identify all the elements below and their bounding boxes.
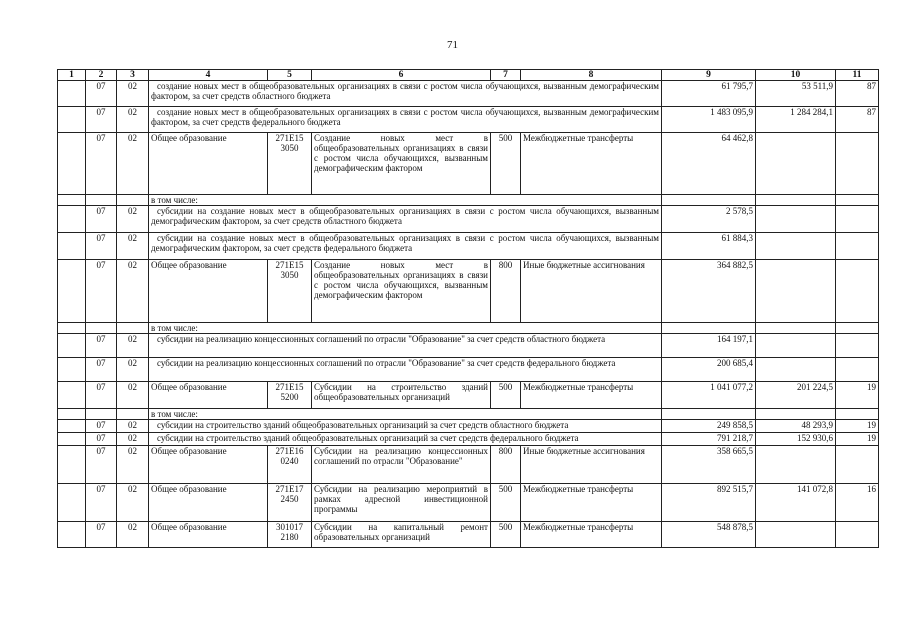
budget-table	[57, 69, 879, 548]
section-name: Общее образование	[149, 484, 268, 522]
column-header-1: 1	[58, 70, 86, 81]
column-header-7: 7	[491, 70, 521, 81]
amount-col10: 53 511,9	[756, 81, 836, 107]
expense-type-code: 800	[491, 260, 521, 323]
expense-type-name: Межбюджетные трансферты	[521, 382, 662, 409]
detail-description: создание новых мест в общеобразовательных организациях в связи с ростом числа обучающихся, вызванным демографическим фактором, за счет средств федерального бюджета	[149, 107, 662, 133]
expense-type-name: Межбюджетные трансферты	[521, 133, 662, 195]
section-code: 07	[86, 522, 117, 548]
column-header-4: 4	[149, 70, 268, 81]
cell-col1	[58, 409, 86, 420]
section-name: Общее образование	[149, 382, 268, 409]
table-row	[58, 81, 879, 107]
amount-col10: 1 284 284,1	[756, 107, 836, 133]
target-article-name: Субсидии на реализацию концессионных соглашений по отрасли "Образование"	[312, 446, 491, 484]
target-article-name: Создание новых мест в общеобразовательных организациях в связи с ростом числа обучающихся, вызванным демографическим фактором	[312, 260, 491, 323]
table-row	[58, 433, 879, 446]
cell-col10	[756, 409, 836, 420]
target-article-code-part1: 271E17	[275, 484, 304, 494]
target-article-code-part2: 3050	[280, 143, 299, 153]
subsection-code: 02	[117, 81, 149, 107]
target-article-name: Субсидии на реализацию мероприятий в рамках адресной инвестиционной программы	[312, 484, 491, 522]
percent-col11	[836, 233, 879, 260]
header-row	[58, 70, 879, 81]
target-article-code-part1: 271E16	[275, 446, 304, 456]
table-row	[58, 382, 879, 409]
cell-col1	[58, 334, 86, 358]
amount-col9: 892 515,7	[662, 484, 756, 522]
subsection-code: 02	[117, 382, 149, 409]
section-code: 07	[86, 420, 117, 433]
subsection-code: 02	[117, 522, 149, 548]
amount-col9: 1 041 077,2	[662, 382, 756, 409]
amount-col10	[756, 334, 836, 358]
subsection-code: 02	[117, 107, 149, 133]
detail-description: субсидии на реализацию концессионных соглашений по отрасли "Образование" за счет средств областного бюджета	[149, 334, 662, 358]
expense-type-name: Иные бюджетные ассигнования	[521, 260, 662, 323]
table-row	[58, 522, 879, 548]
detail-description: субсидии на строительство зданий общеобразовательных организаций за счет средств федерального бюджета	[149, 433, 662, 446]
section-code: 07	[86, 484, 117, 522]
percent-col11: 16	[836, 484, 879, 522]
percent-col11	[836, 260, 879, 323]
target-article-code-part2: 2450	[280, 494, 299, 504]
table-row	[58, 420, 879, 433]
subsection-code: 02	[117, 233, 149, 260]
expense-type-code: 500	[491, 484, 521, 522]
table-row	[58, 206, 879, 233]
cell-col11	[836, 409, 879, 420]
target-article-code	[268, 260, 312, 323]
amount-col9: 164 197,1	[662, 334, 756, 358]
percent-col11	[836, 334, 879, 358]
amount-col10	[756, 206, 836, 233]
target-article-code	[268, 133, 312, 195]
amount-col9: 791 218,7	[662, 433, 756, 446]
cell-col3	[117, 195, 149, 206]
section-code: 07	[86, 433, 117, 446]
table-row	[58, 195, 879, 206]
amount-col10: 48 293,9	[756, 420, 836, 433]
cell-col1	[58, 382, 86, 409]
table-row	[58, 323, 879, 334]
cell-col11	[836, 195, 879, 206]
cell-col1	[58, 420, 86, 433]
target-article-code-part1: 271E15	[275, 133, 304, 143]
percent-col11: 19	[836, 420, 879, 433]
section-code: 07	[86, 233, 117, 260]
table-row	[58, 358, 879, 382]
column-header-3: 3	[117, 70, 149, 81]
cell-col1	[58, 206, 86, 233]
section-code: 07	[86, 446, 117, 484]
expense-type-name: Межбюджетные трансферты	[521, 484, 662, 522]
target-article-code	[268, 522, 312, 548]
section-name: Общее образование	[149, 522, 268, 548]
column-header-6: 6	[312, 70, 491, 81]
subsection-code: 02	[117, 420, 149, 433]
table-body	[58, 81, 879, 548]
percent-col11	[836, 206, 879, 233]
cell-col1	[58, 358, 86, 382]
section-code: 07	[86, 133, 117, 195]
table-row	[58, 334, 879, 358]
column-header-5: 5	[268, 70, 312, 81]
amount-col9: 1 483 095,9	[662, 107, 756, 133]
cell-col2	[86, 409, 117, 420]
cell-col1	[58, 433, 86, 446]
section-name: Общее образование	[149, 260, 268, 323]
target-article-name: Субсидии на строительство зданий общеобразовательных организаций	[312, 382, 491, 409]
subsection-code: 02	[117, 133, 149, 195]
amount-col9: 2 578,5	[662, 206, 756, 233]
section-code: 07	[86, 334, 117, 358]
target-article-name: Субсидии на капитальный ремонт образовательных организаций	[312, 522, 491, 548]
table-row	[58, 260, 879, 323]
expense-type-name: Межбюджетные трансферты	[521, 522, 662, 548]
percent-col11	[836, 358, 879, 382]
amount-col10: 141 072,8	[756, 484, 836, 522]
column-header-2: 2	[86, 70, 117, 81]
section-name: Общее образование	[149, 446, 268, 484]
amount-col9: 358 665,5	[662, 446, 756, 484]
subsection-code: 02	[117, 446, 149, 484]
amount-col10	[756, 260, 836, 323]
subsection-code: 02	[117, 206, 149, 233]
cell-col10	[756, 323, 836, 334]
column-header-10: 10	[756, 70, 836, 81]
section-name: Общее образование	[149, 133, 268, 195]
detail-description: субсидии на создание новых мест в общеобразовательных организациях в связи с ростом числа обучающихся, вызванным демографическим фактором, за счет средств федерального бюджета	[149, 233, 662, 260]
cell-col1	[58, 446, 86, 484]
amount-col9: 200 685,4	[662, 358, 756, 382]
detail-description: субсидии на реализацию концессионных соглашений по отрасли "Образование" за счет средств федерального бюджета	[149, 358, 662, 382]
percent-col11: 87	[836, 81, 879, 107]
target-article-code-part1: 301017	[276, 522, 303, 532]
subsection-code: 02	[117, 433, 149, 446]
percent-col11	[836, 522, 879, 548]
cell-col3	[117, 409, 149, 420]
target-article-code-part2: 2180	[280, 532, 299, 542]
column-header-9: 9	[662, 70, 756, 81]
amount-col10	[756, 446, 836, 484]
cell-col2	[86, 195, 117, 206]
subtotal-label: в том числе:	[149, 323, 662, 334]
target-article-name: Создание новых мест в общеобразовательных организациях в связи с ростом числа обучающихся, вызванным демографическим фактором	[312, 133, 491, 195]
detail-description: субсидии на строительство зданий общеобразовательных организаций за счет средств областного бюджета	[149, 420, 662, 433]
cell-col9	[662, 323, 756, 334]
amount-col10	[756, 358, 836, 382]
target-article-code-part1: 271E15	[275, 260, 304, 270]
cell-col1	[58, 484, 86, 522]
target-article-code-part1: 271E15	[275, 382, 304, 392]
amount-col10	[756, 233, 836, 260]
target-article-code	[268, 446, 312, 484]
section-code: 07	[86, 358, 117, 382]
cell-col11	[836, 323, 879, 334]
table-row	[58, 446, 879, 484]
column-header-8: 8	[521, 70, 662, 81]
cell-col1	[58, 133, 86, 195]
target-article-code-part2: 0240	[280, 456, 299, 466]
table-row	[58, 233, 879, 260]
expense-type-code: 500	[491, 382, 521, 409]
page-number: 71	[447, 39, 458, 51]
cell-col1	[58, 323, 86, 334]
amount-col10	[756, 522, 836, 548]
section-code: 07	[86, 382, 117, 409]
percent-col11: 87	[836, 107, 879, 133]
amount-col9: 548 878,5	[662, 522, 756, 548]
detail-description: создание новых мест в общеобразовательных организациях в связи с ростом числа обучающихся, вызванным демографическим фактором, за счет средств областного бюджета	[149, 81, 662, 107]
table-row	[58, 133, 879, 195]
detail-description: субсидии на создание новых мест в общеобразовательных организациях в связи с ростом числа обучающихся, вызванным демографическим фактором, за счет средств областного бюджета	[149, 206, 662, 233]
percent-col11: 19	[836, 382, 879, 409]
subsection-code: 02	[117, 484, 149, 522]
table-row	[58, 107, 879, 133]
target-article-code-part2: 5200	[280, 392, 299, 402]
cell-col10	[756, 195, 836, 206]
cell-col9	[662, 409, 756, 420]
table-row	[58, 409, 879, 420]
cell-col1	[58, 195, 86, 206]
amount-col10	[756, 133, 836, 195]
section-code: 07	[86, 81, 117, 107]
amount-col9: 64 462,8	[662, 133, 756, 195]
expense-type-code: 500	[491, 133, 521, 195]
cell-col2	[86, 323, 117, 334]
column-header-11: 11	[836, 70, 879, 81]
expense-type-code: 800	[491, 446, 521, 484]
cell-col3	[117, 323, 149, 334]
amount-col9: 61 884,3	[662, 233, 756, 260]
amount-col9: 249 858,5	[662, 420, 756, 433]
subsection-code: 02	[117, 358, 149, 382]
percent-col11	[836, 446, 879, 484]
target-article-code-part2: 3050	[280, 270, 299, 280]
section-code: 07	[86, 107, 117, 133]
cell-col9	[662, 195, 756, 206]
subtotal-label: в том числе:	[149, 409, 662, 420]
cell-col1	[58, 260, 86, 323]
section-code: 07	[86, 206, 117, 233]
section-code: 07	[86, 260, 117, 323]
cell-col1	[58, 522, 86, 548]
expense-type-code: 500	[491, 522, 521, 548]
subsection-code: 02	[117, 334, 149, 358]
amount-col10: 201 224,5	[756, 382, 836, 409]
target-article-code	[268, 382, 312, 409]
percent-col11	[836, 133, 879, 195]
cell-col1	[58, 107, 86, 133]
subsection-code: 02	[117, 260, 149, 323]
expense-type-name: Иные бюджетные ассигнования	[521, 446, 662, 484]
subtotal-label: в том числе:	[149, 195, 662, 206]
percent-col11: 19	[836, 433, 879, 446]
amount-col9: 364 882,5	[662, 260, 756, 323]
amount-col10: 152 930,6	[756, 433, 836, 446]
target-article-code	[268, 484, 312, 522]
cell-col1	[58, 233, 86, 260]
cell-col1	[58, 81, 86, 107]
table-row	[58, 484, 879, 522]
amount-col9: 61 795,7	[662, 81, 756, 107]
